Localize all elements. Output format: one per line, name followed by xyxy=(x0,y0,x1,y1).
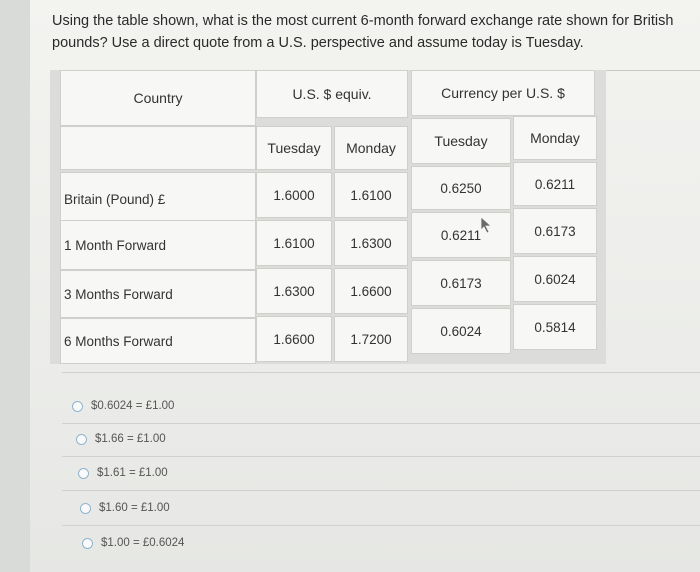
exchange-rate-table xyxy=(50,70,606,364)
cell-6m-us-tue: 1.6600 xyxy=(256,316,332,362)
option-divider xyxy=(62,525,700,526)
option-4[interactable] xyxy=(80,502,170,514)
option-2[interactable] xyxy=(76,433,166,445)
subheader-us-tuesday: Tuesday xyxy=(256,126,332,170)
row-label-3-months: 3 Months Forward xyxy=(60,270,256,318)
radio-circle-icon[interactable] xyxy=(76,434,87,445)
cell-3m-cur-tue: 0.6173 xyxy=(411,260,511,306)
option-1[interactable] xyxy=(72,400,174,412)
cell-3m-cur-mon: 0.6024 xyxy=(513,256,597,302)
cell-6m-cur-mon: 0.5814 xyxy=(513,304,597,350)
radio-circle-icon[interactable] xyxy=(80,503,91,514)
header-us-equiv: U.S. $ equiv. xyxy=(256,70,408,118)
radio-circle-icon[interactable] xyxy=(72,401,83,412)
option-5[interactable] xyxy=(82,537,184,549)
cell-britain-us-tue: 1.6000 xyxy=(256,172,332,218)
cell-1m-cur-mon: 0.6173 xyxy=(513,208,597,254)
cell-3m-us-mon: 1.6600 xyxy=(334,268,408,314)
subheader-us-monday: Monday xyxy=(334,126,408,170)
subheader-cur-tuesday: Tuesday xyxy=(411,118,511,164)
radio-circle-icon[interactable] xyxy=(78,468,89,479)
subheader-cur-monday: Monday xyxy=(513,116,597,160)
cell-britain-cur-tue: 0.6250 xyxy=(411,166,511,210)
option-label: $0.6024 = £1.00 xyxy=(91,400,175,412)
radio-circle-icon[interactable] xyxy=(82,538,93,549)
row-label-6-months: 6 Months Forward xyxy=(60,318,256,364)
option-label: $1.00 = £0.6024 xyxy=(101,537,185,549)
row-label-britain: Britain (Pound) £ xyxy=(60,172,256,226)
cell-1m-cur-tue: 0.6211 xyxy=(411,212,511,258)
option-label: $1.61 = £1.00 xyxy=(97,467,168,479)
header-country: Country xyxy=(60,70,256,126)
row-label-1-month: 1 Month Forward xyxy=(60,220,256,270)
option-divider xyxy=(62,456,700,457)
cell-1m-us-mon: 1.6300 xyxy=(334,220,408,266)
option-label: $1.66 = £1.00 xyxy=(95,433,166,445)
cell-3m-us-tue: 1.6300 xyxy=(256,268,332,314)
options-divider xyxy=(62,372,700,373)
cell-britain-cur-mon: 0.6211 xyxy=(513,162,597,206)
mouse-cursor-icon xyxy=(480,216,494,234)
option-label: $1.60 = £1.00 xyxy=(99,502,170,514)
cell-6m-us-mon: 1.7200 xyxy=(334,316,408,362)
question-text: Using the table shown, what is the most current 6-month forward exchange rate shown for British pounds? Use a direct quote from a U.S. perspective and assume today is Tuesday. xyxy=(52,13,674,51)
option-3[interactable] xyxy=(78,467,168,479)
option-divider xyxy=(62,423,700,424)
cell-1m-us-tue: 1.6100 xyxy=(256,220,332,266)
header-currency-per-us: Currency per U.S. $ xyxy=(411,70,595,116)
option-divider xyxy=(62,490,700,491)
header-blank xyxy=(60,126,256,170)
cell-6m-cur-tue: 0.6024 xyxy=(411,308,511,354)
cell-britain-us-mon: 1.6100 xyxy=(334,172,408,218)
